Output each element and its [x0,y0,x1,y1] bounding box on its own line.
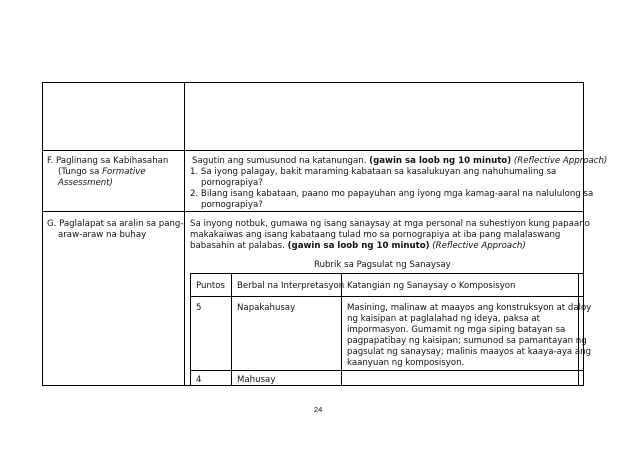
rubric-top-border [190,273,583,274]
row-f-question-2-line2: pornograpiya? [201,200,263,210]
table-column-divider [184,82,185,386]
row-g-label-line2: araw-araw na buhay [58,230,147,240]
row-f-label-line1: F. Paglinang sa Kabihasahan [47,156,169,166]
row-f-label-line2-italic: Formative [102,167,146,177]
rubric-row-divider [190,370,583,371]
row-f-label-line3: Assessment) [58,178,113,188]
row-f-intro-text: Sagutin ang sumusunod na katanungan. [192,156,370,166]
rubric-row-4-verbal: Mahusay [237,375,276,385]
rubric-col-divider-3 [578,273,579,385]
rubric-row-5-desc-line6: kaanyuan ng komposisyon. [347,358,465,368]
row-g-line3 [190,241,526,252]
row-f-label-line2-text: (Tungo sa [58,167,103,177]
row-g-line3-italic: (Reflective Approach) [429,241,526,251]
row-f-label-line2 [47,167,146,178]
row-g-line2: makakaiwas ang isang kabataang tulad mo sa pornograpiya at iba pang malalaswang [190,230,561,240]
table-top-border [42,82,584,83]
rubric-row-5-desc-line3: impormasyon. Gumamit ng mga siping batayan sa [347,325,566,335]
rubric-row-5-desc-line5: pagsulat ng sanaysay; malinis maayos at kaaya-aya ang [347,347,592,357]
rubric-left-border [190,273,191,385]
rubric-row-5-desc-line2: ng kaisipan at paglalahad ng ideya, paksa at [347,314,541,324]
row-g-label-line1: G. Paglalapat sa aralin sa pang- [47,219,184,229]
row-divider-2 [42,211,584,212]
rubric-row-5-desc-line1: Masining, malinaw at maayos ang konstruksyon at daloy [347,303,592,313]
row-f-question-1-line1: 1. Sa iyong palagay, bakit maraming kabataan sa kasalukuyan ang nahuhumaling sa [190,167,557,177]
rubric-row-5-verbal: Napakahusay [237,303,296,313]
row-g-line1: Sa inyong notbuk, gumawa ng isang sanaysay at mga personal na suhestiyon kung papaano [190,219,590,229]
table-bottom-border [42,385,584,386]
rubric-header-points: Puntos [196,281,226,291]
row-f-question-2-line1: 2. Bilang isang kabataan, paano mo papayuhan ang iyong mga kamag-aaral na nalululong sa [190,189,594,199]
row-g-line3-text: babasahin at palabas. [190,241,288,251]
row-f-question-1-line2: pornograpiya? [201,178,263,188]
row-f-intro-bold: (gawin sa loob ng 10 minuto) [369,156,512,166]
rubric-row-5-points: 5 [196,303,202,313]
row-divider-1 [42,150,584,151]
page-number: 24 [314,405,323,414]
table-left-border [42,82,43,386]
rubric-title: Rubrik sa Pagsulat ng Sanaysay [314,260,451,270]
rubric-header-divider [190,296,583,297]
rubric-col-divider-1 [231,273,232,385]
row-g-line3-bold: (gawin sa loob ng 10 minuto) [287,241,430,251]
row-f-intro [192,156,607,167]
row-f-intro-italic: (Reflective Approach) [511,156,608,166]
rubric-header-verbal: Berbal na Interpretasyon [237,281,345,291]
rubric-row-4-points: 4 [196,375,202,385]
rubric-header-description: Katangian ng Sanaysay o Komposisyon [347,281,516,291]
rubric-row-5-desc-line4: pagpapatibay ng kaisipan; sumunod sa pamantayan ng [347,336,587,346]
